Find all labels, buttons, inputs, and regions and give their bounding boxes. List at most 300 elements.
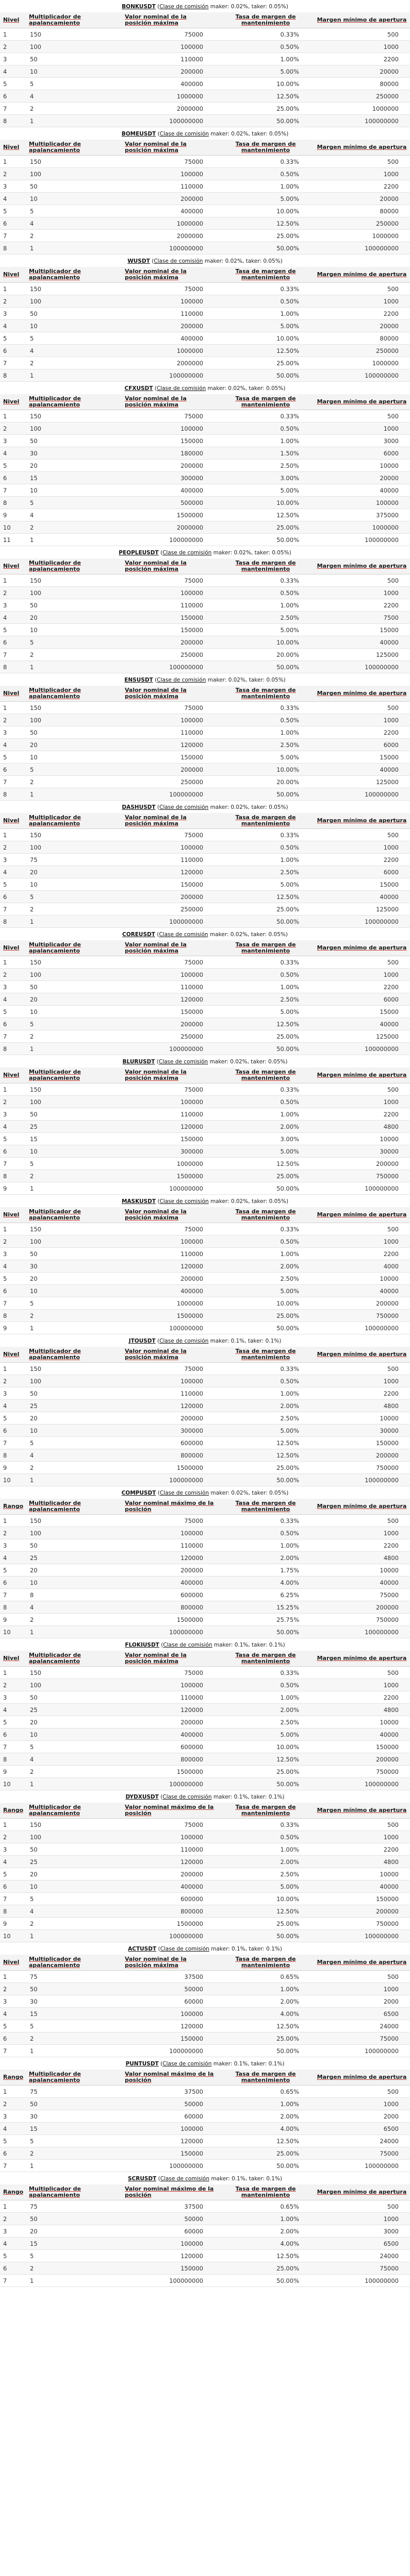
min-open-margin: 125000 bbox=[314, 776, 410, 788]
min-open-margin: 125000 bbox=[314, 903, 410, 916]
header-row bbox=[0, 686, 410, 702]
fee-class-link[interactable]: Clase de comisión bbox=[159, 4, 209, 10]
maintenance-margin-rate: 25.00% bbox=[218, 1766, 314, 1778]
maintenance-margin-rate: 25.00% bbox=[218, 2147, 314, 2160]
leverage-multiplier: 10 bbox=[26, 1285, 122, 1297]
maintenance-margin-header-label: Tasa de margen de mantenimiento bbox=[235, 1348, 296, 1361]
min-open-margin: 3000 bbox=[314, 2225, 410, 2238]
tier-level: 4 bbox=[0, 447, 26, 460]
leverage-table bbox=[0, 2070, 410, 2172]
leverage-multiplier: 15 bbox=[26, 2008, 122, 2020]
min-open-margin: 1000000 bbox=[314, 357, 410, 369]
max-nominal-value: 50000 bbox=[122, 2098, 218, 2110]
max-nominal-value: 110000 bbox=[122, 981, 218, 993]
maintenance-margin-header-label: Tasa de margen de mantenimiento bbox=[235, 1804, 296, 1817]
header-row bbox=[0, 1803, 410, 1819]
symbol-link[interactable]: COREUSDT bbox=[122, 931, 155, 938]
level-header-label: Rango bbox=[3, 1807, 24, 1814]
min-open-margin: 1000 bbox=[314, 841, 410, 854]
maintenance-margin-rate: 1.00% bbox=[218, 180, 314, 193]
section-title: PEOPLEUSDT (Clase de comisión maker: 0.02%, taker: 0.05%) bbox=[119, 550, 291, 556]
maintenance-margin-header bbox=[218, 1955, 314, 1971]
fee-rates: maker: 0.02%, taker: 0.05%) bbox=[204, 258, 283, 264]
tier-level: 1 bbox=[0, 574, 26, 587]
leverage-table bbox=[0, 394, 410, 546]
min-open-margin: 2200 bbox=[314, 1539, 410, 1552]
table-row bbox=[0, 242, 410, 255]
maintenance-margin-rate: 1.00% bbox=[218, 1843, 314, 1856]
table-row bbox=[0, 1297, 410, 1310]
leverage-multiplier: 15 bbox=[26, 472, 122, 484]
min-open-margin: 2200 bbox=[314, 1248, 410, 1260]
maintenance-margin-rate: 50.00% bbox=[218, 1322, 314, 1334]
symbol-link[interactable]: CFXUSDT bbox=[124, 385, 153, 392]
max-nominal-value: 150000 bbox=[122, 2262, 218, 2275]
leverage-multiplier: 2 bbox=[26, 521, 122, 534]
tier-level: 7 bbox=[0, 903, 26, 916]
min-open-margin-header-label: Margen mínimo de apertura bbox=[317, 16, 407, 23]
maintenance-margin-rate: 25.00% bbox=[218, 1170, 314, 1182]
level-header bbox=[0, 1803, 26, 1819]
tier-level: 8 bbox=[0, 1043, 26, 1055]
min-open-margin: 10000 bbox=[314, 1273, 410, 1285]
min-open-margin: 100000000 bbox=[314, 242, 410, 255]
tier-level: 3 bbox=[0, 1387, 26, 1400]
max-nominal-value: 110000 bbox=[122, 1108, 218, 1121]
tier-level: 8 bbox=[0, 1905, 26, 1918]
tier-level: 3 bbox=[0, 435, 26, 447]
min-open-margin: 4000 bbox=[314, 1260, 410, 1273]
header-row bbox=[0, 2070, 410, 2086]
table-row bbox=[0, 332, 410, 345]
table-row bbox=[0, 891, 410, 903]
header-row bbox=[0, 813, 410, 829]
max-nominal-value: 200000 bbox=[122, 1412, 218, 1425]
leverage-multiplier: 2 bbox=[26, 2032, 122, 2045]
leverage-multiplier: 10 bbox=[26, 1728, 122, 1741]
table-row bbox=[0, 1626, 410, 1638]
max-nominal-header-label: Valor nominal de la posición máxima bbox=[125, 395, 187, 408]
tier-level: 1 bbox=[0, 28, 26, 41]
max-nominal-value: 400000 bbox=[122, 1880, 218, 1893]
symbol-link[interactable]: ENSUSDT bbox=[124, 677, 153, 683]
maintenance-margin-rate: 0.50% bbox=[218, 168, 314, 180]
maintenance-margin-header bbox=[218, 394, 314, 410]
table-row bbox=[0, 1893, 410, 1905]
fee-class-link[interactable]: Clase de comisión bbox=[160, 2176, 209, 2182]
table-row bbox=[0, 1995, 410, 2008]
maintenance-margin-rate: 1.00% bbox=[218, 2213, 314, 2225]
leverage-table bbox=[0, 12, 410, 127]
max-nominal-value: 75000 bbox=[122, 1223, 218, 1235]
table-row bbox=[0, 115, 410, 127]
max-nominal-value: 100000000 bbox=[122, 2160, 218, 2172]
leverage-multiplier: 50 bbox=[26, 981, 122, 993]
leverage-multiplier: 20 bbox=[26, 1868, 122, 1880]
max-nominal-value: 1500000 bbox=[122, 1462, 218, 1474]
leverage-multiplier-header-label: Multiplicador de apalancamiento bbox=[29, 1956, 81, 1969]
min-open-margin: 100000000 bbox=[314, 2275, 410, 2287]
level-header-label: Rango bbox=[3, 2074, 24, 2080]
max-nominal-value: 100000 bbox=[122, 1527, 218, 1539]
min-open-margin-header-label: Margen mínimo de apertura bbox=[317, 817, 407, 824]
header-row bbox=[0, 940, 410, 956]
leverage-multiplier-header-label: Multiplicador de apalancamiento bbox=[29, 1208, 81, 1221]
tier-level: 4 bbox=[0, 193, 26, 205]
leverage-multiplier-header-label: Multiplicador de apalancamiento bbox=[29, 941, 81, 954]
table-row bbox=[0, 369, 410, 382]
min-open-margin: 75000 bbox=[314, 2147, 410, 2160]
leverage-multiplier: 150 bbox=[26, 574, 122, 587]
leverage-multiplier-header bbox=[26, 2070, 122, 2086]
header-row bbox=[0, 267, 410, 283]
tier-level: 5 bbox=[0, 1564, 26, 1577]
leverage-multiplier: 2 bbox=[26, 1310, 122, 1322]
leverage-multiplier: 1 bbox=[26, 534, 122, 546]
maintenance-margin-rate: 5.00% bbox=[218, 1285, 314, 1297]
maintenance-margin-header-label: Tasa de margen de mantenimiento bbox=[235, 1652, 296, 1665]
table-row bbox=[0, 230, 410, 242]
tier-level: 6 bbox=[0, 2032, 26, 2045]
tier-level: 6 bbox=[0, 217, 26, 230]
maintenance-margin-rate: 0.50% bbox=[218, 1235, 314, 1248]
min-open-margin: 24000 bbox=[314, 2250, 410, 2262]
min-open-margin: 1000 bbox=[314, 422, 410, 435]
leverage-multiplier: 100 bbox=[26, 1096, 122, 1108]
min-open-margin: 3000 bbox=[314, 435, 410, 447]
maintenance-margin-rate: 12.50% bbox=[218, 2135, 314, 2147]
leverage-multiplier: 10 bbox=[26, 65, 122, 78]
max-nominal-value: 200000 bbox=[122, 1868, 218, 1880]
maintenance-margin-rate: 2.00% bbox=[218, 1260, 314, 1273]
min-open-margin: 1000 bbox=[314, 1679, 410, 1691]
tier-level: 4 bbox=[0, 65, 26, 78]
maintenance-margin-header bbox=[218, 1499, 314, 1515]
min-open-margin: 500 bbox=[314, 702, 410, 714]
leverage-table bbox=[0, 686, 410, 801]
leverage-multiplier: 4 bbox=[26, 1753, 122, 1766]
table-row bbox=[0, 661, 410, 673]
max-nominal-value: 150000 bbox=[122, 624, 218, 636]
maintenance-margin-rate: 2.50% bbox=[218, 739, 314, 751]
min-open-margin-header-label: Margen mínimo de apertura bbox=[317, 1959, 407, 1965]
min-open-margin: 10000 bbox=[314, 1133, 410, 1145]
table-row bbox=[0, 1121, 410, 1133]
maintenance-margin-rate: 1.00% bbox=[218, 53, 314, 65]
symbol-link[interactable]: BLURUSDT bbox=[122, 1059, 155, 1065]
level-header bbox=[0, 1067, 26, 1083]
max-nominal-value: 800000 bbox=[122, 1449, 218, 1462]
symbol-link[interactable]: COMPUSDT bbox=[121, 1490, 156, 1496]
table-row bbox=[0, 1363, 410, 1375]
tier-level: 2 bbox=[0, 1375, 26, 1387]
fee-rates: maker: 0.02%, taker: 0.05%) bbox=[213, 550, 291, 556]
table-row bbox=[0, 2123, 410, 2135]
max-nominal-value: 110000 bbox=[122, 854, 218, 866]
max-nominal-value: 2000000 bbox=[122, 103, 218, 115]
min-open-margin-header bbox=[314, 558, 410, 574]
table-row bbox=[0, 878, 410, 891]
table-row bbox=[0, 1971, 410, 1983]
symbol-link[interactable]: BONKUSDT bbox=[122, 4, 156, 10]
tier-level: 3 bbox=[0, 2225, 26, 2238]
fee-class-link[interactable]: Clase de comisión bbox=[159, 931, 208, 938]
fee-class-link[interactable]: Clase de comisión bbox=[162, 2061, 212, 2067]
leverage-table bbox=[0, 2184, 410, 2287]
tier-level: 7 bbox=[0, 357, 26, 369]
table-row bbox=[0, 1462, 410, 1474]
leverage-multiplier-header bbox=[26, 1067, 122, 1083]
maintenance-margin-rate: 50.00% bbox=[218, 1778, 314, 1790]
tier-level: 1 bbox=[0, 2200, 26, 2213]
level-header bbox=[0, 813, 26, 829]
tier-level: 9 bbox=[0, 1614, 26, 1626]
maintenance-margin-rate: 0.33% bbox=[218, 1515, 314, 1527]
table-row bbox=[0, 636, 410, 649]
min-open-margin: 20000 bbox=[314, 65, 410, 78]
tier-level: 2 bbox=[0, 714, 26, 726]
leverage-multiplier-header-label: Multiplicador de apalancamiento bbox=[29, 13, 81, 26]
tier-level: 5 bbox=[0, 460, 26, 472]
max-nominal-value: 2000000 bbox=[122, 521, 218, 534]
symbol-link[interactable]: PEOPLEUSDT bbox=[119, 550, 159, 556]
max-nominal-value: 800000 bbox=[122, 1905, 218, 1918]
tier-level: 7 bbox=[0, 484, 26, 497]
min-open-margin-header bbox=[314, 2184, 410, 2200]
table-row bbox=[0, 854, 410, 866]
maintenance-margin-rate: 12.50% bbox=[218, 345, 314, 357]
maintenance-margin-rate: 25.00% bbox=[218, 230, 314, 242]
maintenance-margin-header-label: Tasa de margen de mantenimiento bbox=[235, 2071, 296, 2083]
max-nominal-header bbox=[122, 940, 218, 956]
fee-class-link[interactable]: Clase de comisión bbox=[158, 1059, 208, 1065]
max-nominal-value: 600000 bbox=[122, 1437, 218, 1449]
tier-level: 7 bbox=[0, 230, 26, 242]
level-header bbox=[0, 686, 26, 702]
max-nominal-header bbox=[122, 2184, 218, 2200]
leverage-multiplier-header bbox=[26, 1207, 122, 1223]
header-row bbox=[0, 140, 410, 156]
fee-class-link[interactable]: Clase de comisión bbox=[154, 258, 203, 264]
maintenance-margin-header bbox=[218, 1803, 314, 1819]
max-nominal-value: 120000 bbox=[122, 866, 218, 878]
maintenance-margin-rate: 0.33% bbox=[218, 156, 314, 168]
max-nominal-value: 250000 bbox=[122, 649, 218, 661]
tier-level: 5 bbox=[0, 2020, 26, 2032]
max-nominal-value: 100000000 bbox=[122, 1778, 218, 1790]
maintenance-margin-rate: 25.00% bbox=[218, 357, 314, 369]
max-nominal-value: 1500000 bbox=[122, 1614, 218, 1626]
table-row bbox=[0, 90, 410, 103]
tier-level: 1 bbox=[0, 283, 26, 295]
maintenance-margin-rate: 1.00% bbox=[218, 1248, 314, 1260]
min-open-margin: 250000 bbox=[314, 217, 410, 230]
table-row bbox=[0, 2045, 410, 2057]
min-open-margin: 1000 bbox=[314, 714, 410, 726]
tier-level: 7 bbox=[0, 1589, 26, 1601]
min-open-margin-header-label: Margen mínimo de apertura bbox=[317, 1807, 407, 1814]
max-nominal-value: 100000 bbox=[122, 1235, 218, 1248]
tier-level: 7 bbox=[0, 2160, 26, 2172]
leverage-multiplier: 25 bbox=[26, 1400, 122, 1412]
maintenance-margin-rate: 0.33% bbox=[218, 410, 314, 422]
symbol-link[interactable]: ACTUSDT bbox=[128, 1946, 157, 1952]
fee-class-link[interactable]: Clase de comisión bbox=[163, 1642, 212, 1648]
max-nominal-value: 100000 bbox=[122, 969, 218, 981]
fee-class-link[interactable]: Clase de comisión bbox=[156, 385, 206, 392]
max-nominal-value: 100000000 bbox=[122, 2045, 218, 2057]
max-nominal-value: 110000 bbox=[122, 180, 218, 193]
symbol-link[interactable]: DYDXUSDT bbox=[125, 1794, 159, 1800]
leverage-multiplier: 5 bbox=[26, 2250, 122, 2262]
maintenance-margin-rate: 1.00% bbox=[218, 1387, 314, 1400]
leverage-multiplier: 30 bbox=[26, 2110, 122, 2123]
symbol-link[interactable]: FLOKIUSDT bbox=[125, 1642, 159, 1648]
fee-class-link[interactable]: Clase de comisión bbox=[162, 1794, 212, 1800]
symbol-link[interactable]: PUNTUSDT bbox=[125, 2061, 159, 2067]
max-nominal-value: 75000 bbox=[122, 829, 218, 841]
maintenance-margin-header-label: Tasa de margen de mantenimiento bbox=[235, 941, 296, 954]
min-open-margin: 500 bbox=[314, 28, 410, 41]
leverage-multiplier: 50 bbox=[26, 435, 122, 447]
maintenance-margin-rate: 50.00% bbox=[218, 1626, 314, 1638]
min-open-margin: 750000 bbox=[314, 1310, 410, 1322]
maintenance-margin-rate: 12.50% bbox=[218, 1158, 314, 1170]
max-nominal-value: 250000 bbox=[122, 776, 218, 788]
max-nominal-value: 120000 bbox=[122, 2250, 218, 2262]
table-row bbox=[0, 2086, 410, 2098]
max-nominal-header-label: Valor nominal de la posición máxima bbox=[125, 141, 187, 154]
maintenance-margin-rate: 1.00% bbox=[218, 1539, 314, 1552]
maintenance-margin-header-label: Tasa de margen de mantenimiento bbox=[235, 1208, 296, 1221]
tier-level: 7 bbox=[0, 649, 26, 661]
leverage-multiplier: 1 bbox=[26, 1043, 122, 1055]
fee-class-link[interactable]: Clase de comisión bbox=[159, 1198, 209, 1205]
tier-level: 2 bbox=[0, 841, 26, 854]
maintenance-margin-rate: 1.00% bbox=[218, 1108, 314, 1121]
max-nominal-value: 100000 bbox=[122, 587, 218, 599]
min-open-margin-header bbox=[314, 12, 410, 28]
fee-class-link[interactable]: Clase de comisión bbox=[157, 677, 206, 683]
table-row bbox=[0, 1285, 410, 1297]
max-nominal-value: 200000 bbox=[122, 891, 218, 903]
tier-level: 6 bbox=[0, 1425, 26, 1437]
symbol-link[interactable]: SCRUSDT bbox=[127, 2176, 157, 2182]
maintenance-margin-rate: 2.00% bbox=[218, 1704, 314, 1716]
max-nominal-value: 75000 bbox=[122, 156, 218, 168]
symbol-link[interactable]: WUSDT bbox=[127, 258, 150, 264]
maintenance-margin-header bbox=[218, 940, 314, 956]
table-row bbox=[0, 283, 410, 295]
table-row bbox=[0, 28, 410, 41]
max-nominal-value: 400000 bbox=[122, 484, 218, 497]
level-header bbox=[0, 394, 26, 410]
maintenance-margin-rate: 50.00% bbox=[218, 788, 314, 801]
leverage-multiplier-header bbox=[26, 140, 122, 156]
max-nominal-value: 50000 bbox=[122, 1983, 218, 1995]
table-row bbox=[0, 1905, 410, 1918]
fee-class-link[interactable]: Clase de comisión bbox=[159, 131, 209, 137]
tier-section bbox=[0, 2172, 410, 2287]
tier-level: 2 bbox=[0, 969, 26, 981]
level-header bbox=[0, 558, 26, 574]
leverage-multiplier: 4 bbox=[26, 1905, 122, 1918]
max-nominal-header-label: Valor nominal máximo de la posición bbox=[125, 2071, 214, 2083]
table-row bbox=[0, 2160, 410, 2172]
max-nominal-header-label: Valor nominal máximo de la posición bbox=[125, 1500, 214, 1513]
fee-class-link[interactable]: Clase de comisión bbox=[162, 550, 212, 556]
tier-level: 5 bbox=[0, 1133, 26, 1145]
maintenance-margin-rate: 0.50% bbox=[218, 1679, 314, 1691]
maintenance-margin-rate: 0.33% bbox=[218, 1223, 314, 1235]
max-nominal-value: 150000 bbox=[122, 2032, 218, 2045]
leverage-multiplier: 150 bbox=[26, 1515, 122, 1527]
leverage-multiplier: 2 bbox=[26, 230, 122, 242]
maintenance-margin-rate: 0.65% bbox=[218, 2200, 314, 2213]
min-open-margin: 750000 bbox=[314, 1170, 410, 1182]
tier-level: 8 bbox=[0, 788, 26, 801]
min-open-margin-header bbox=[314, 686, 410, 702]
symbol-link[interactable]: MASKUSDT bbox=[121, 1198, 156, 1205]
symbol-link[interactable]: BOMEUSDT bbox=[121, 131, 156, 137]
table-row bbox=[0, 981, 410, 993]
maintenance-margin-rate: 25.00% bbox=[218, 2262, 314, 2275]
maintenance-margin-rate: 25.00% bbox=[218, 1462, 314, 1474]
max-nominal-value: 120000 bbox=[122, 1260, 218, 1273]
symbol-link[interactable]: JTOUSDT bbox=[128, 1338, 156, 1344]
fee-rates: maker: 0.1%, taker: 0.1%) bbox=[213, 1794, 285, 1800]
max-nominal-value: 120000 bbox=[122, 2020, 218, 2032]
maintenance-margin-rate: 2.50% bbox=[218, 1716, 314, 1728]
fee-class-link[interactable]: Clase de comisión bbox=[159, 1338, 209, 1344]
level-header-label: Nivel bbox=[3, 271, 20, 278]
table-row bbox=[0, 1158, 410, 1170]
tier-section bbox=[0, 1790, 410, 1942]
tier-level: 6 bbox=[0, 1145, 26, 1158]
max-nominal-value: 150000 bbox=[122, 1133, 218, 1145]
maintenance-margin-header bbox=[218, 1347, 314, 1363]
level-header bbox=[0, 2070, 26, 2086]
min-open-margin: 4800 bbox=[314, 1856, 410, 1868]
maintenance-margin-header-label: Tasa de margen de mantenimiento bbox=[235, 560, 296, 572]
table-row bbox=[0, 1766, 410, 1778]
leverage-multiplier: 5 bbox=[26, 1158, 122, 1170]
tier-level: 3 bbox=[0, 1539, 26, 1552]
max-nominal-value: 100000000 bbox=[122, 1930, 218, 1942]
tier-level: 8 bbox=[0, 115, 26, 127]
max-nominal-value: 110000 bbox=[122, 1248, 218, 1260]
min-open-margin: 75000 bbox=[314, 1589, 410, 1601]
table-row bbox=[0, 2250, 410, 2262]
fee-rates: maker: 0.1%, taker: 0.1%) bbox=[213, 2061, 285, 2067]
fee-class-link[interactable]: Clase de comisión bbox=[159, 1490, 209, 1496]
max-nominal-value: 1000000 bbox=[122, 90, 218, 103]
fee-class-link[interactable]: Clase de comisión bbox=[160, 1946, 209, 1952]
leverage-multiplier: 50 bbox=[26, 1108, 122, 1121]
tier-level: 8 bbox=[0, 1170, 26, 1182]
level-header-label: Rango bbox=[3, 1503, 24, 1510]
max-nominal-header bbox=[122, 394, 218, 410]
fee-class-link[interactable]: Clase de comisión bbox=[159, 804, 209, 810]
min-open-margin-header-label: Margen mínimo de apertura bbox=[317, 1503, 407, 1510]
min-open-margin: 40000 bbox=[314, 1285, 410, 1297]
tier-level: 4 bbox=[0, 1121, 26, 1133]
max-nominal-value: 75000 bbox=[122, 1363, 218, 1375]
level-header bbox=[0, 1955, 26, 1971]
table-row bbox=[0, 435, 410, 447]
symbol-link[interactable]: DASHUSDT bbox=[122, 804, 156, 810]
leverage-multiplier: 75 bbox=[26, 854, 122, 866]
